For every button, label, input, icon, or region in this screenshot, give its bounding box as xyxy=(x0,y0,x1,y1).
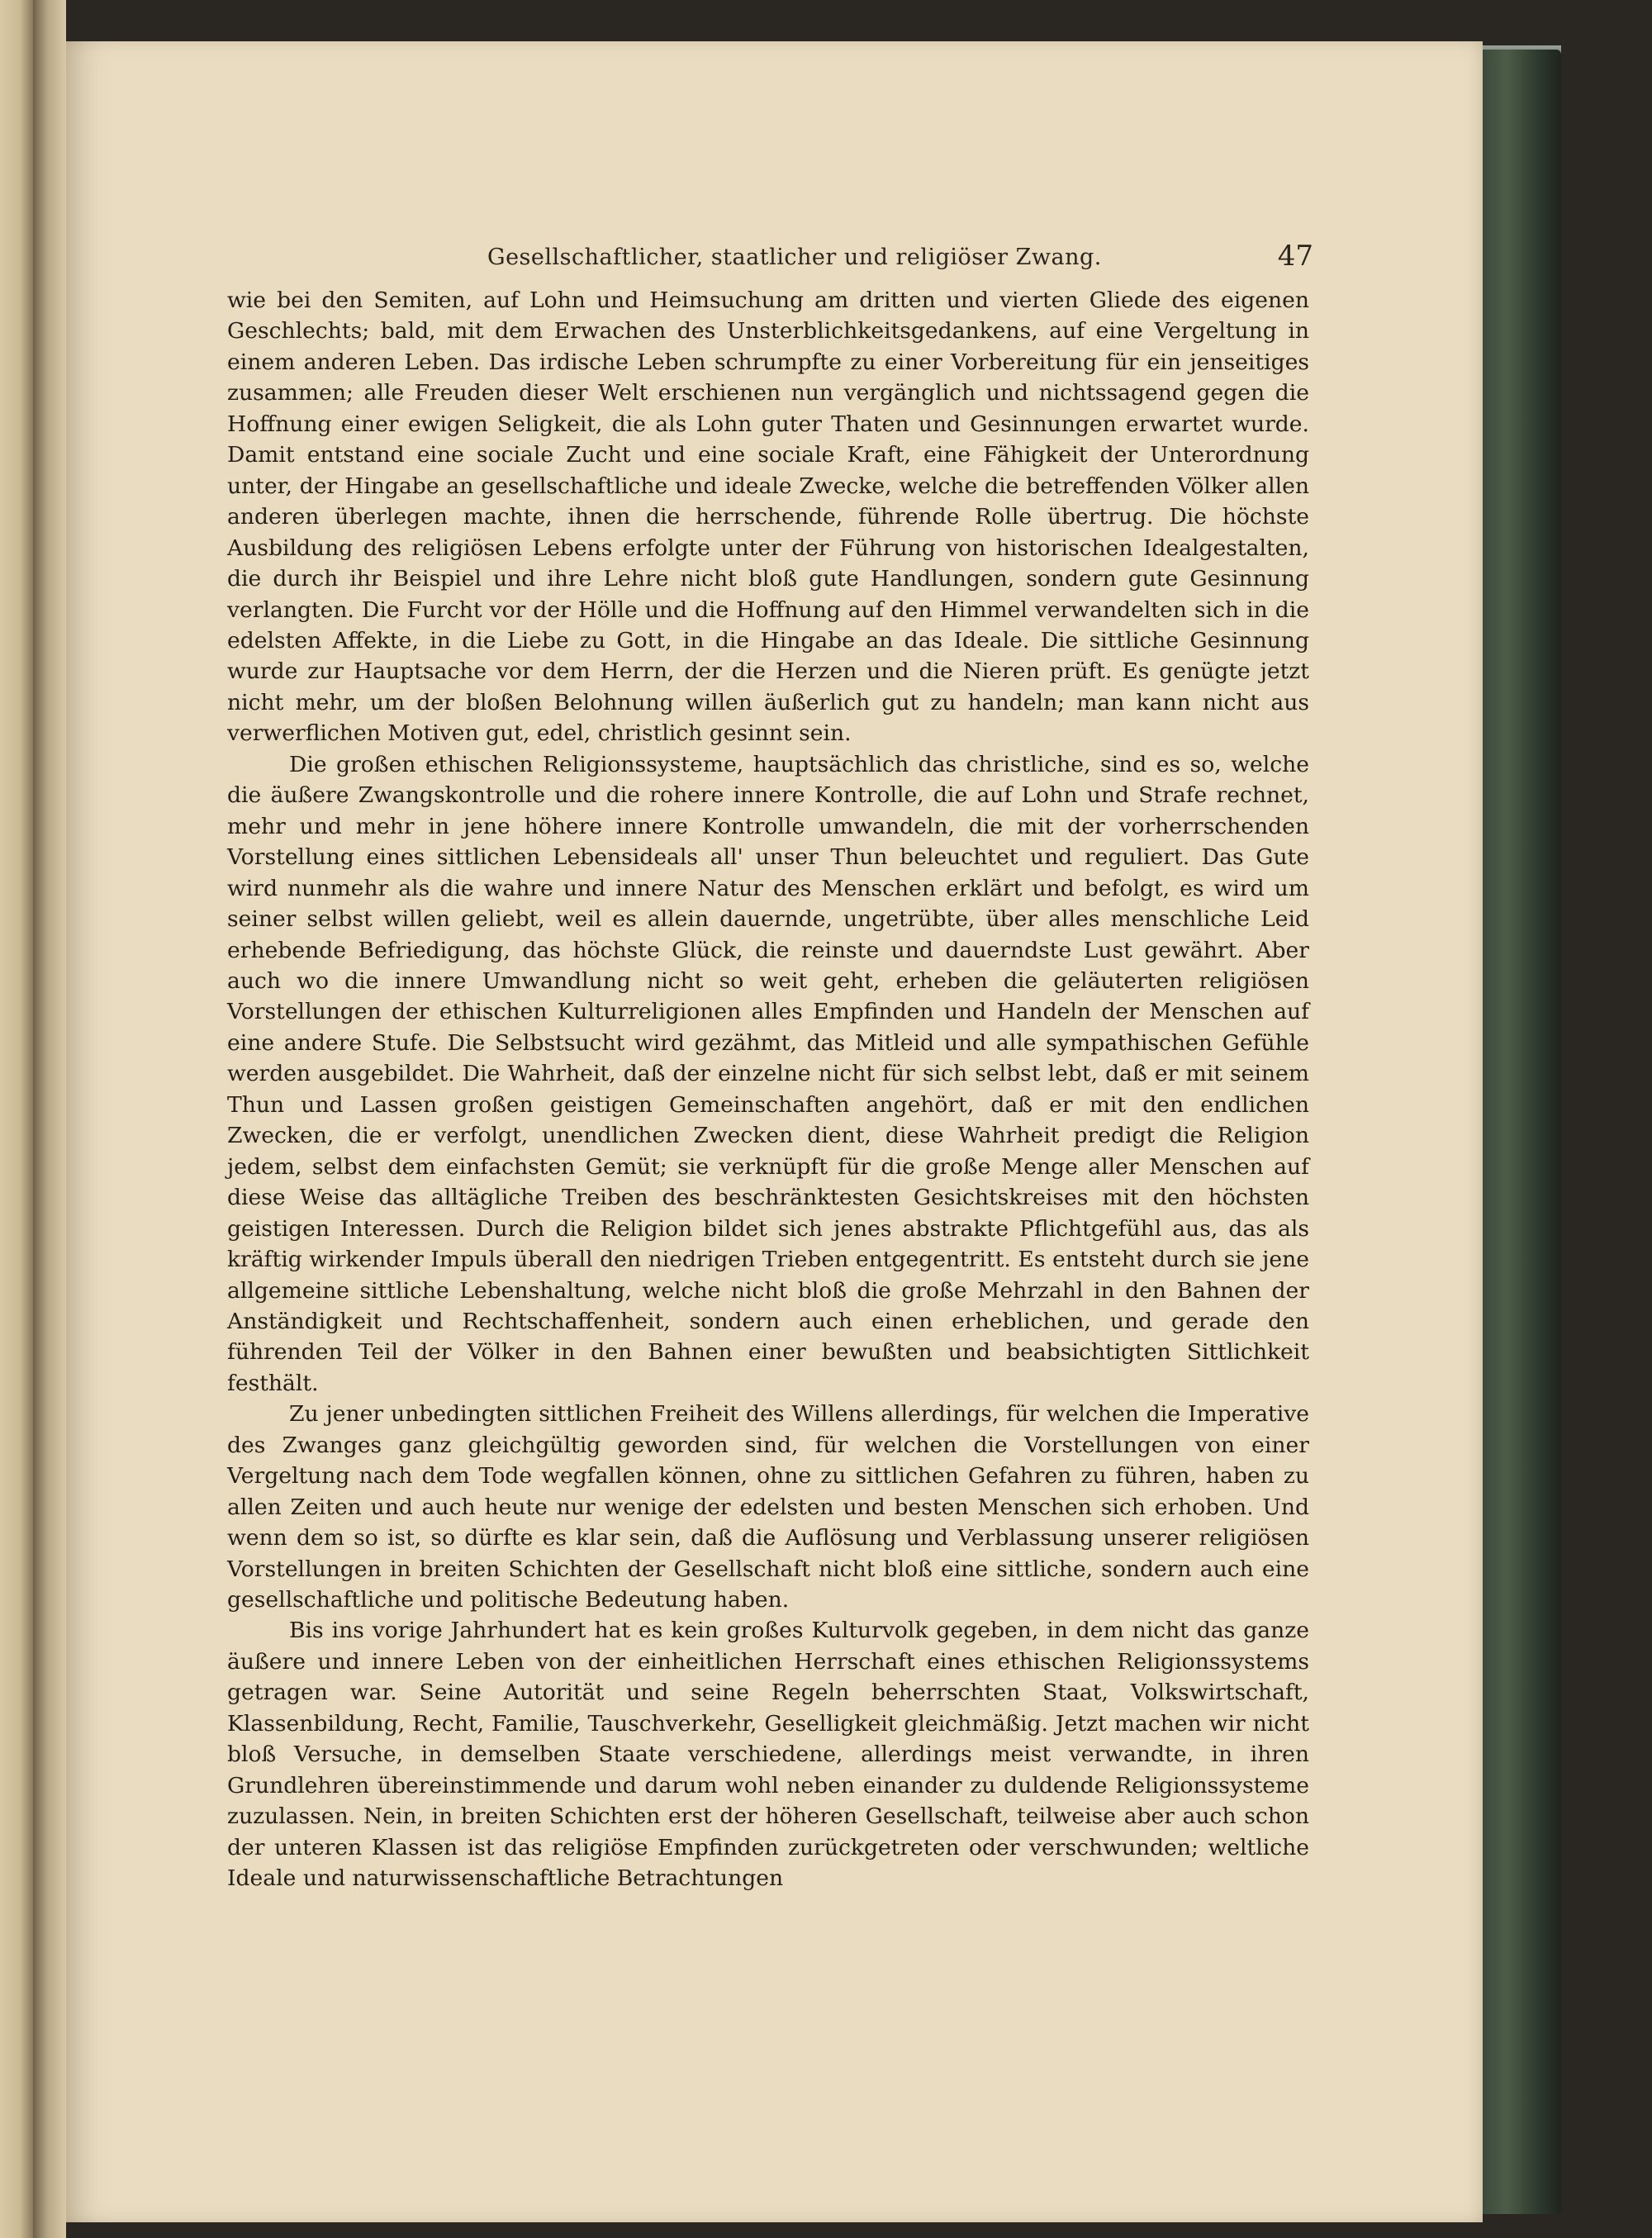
body-text xyxy=(227,285,1309,1894)
book-cover-edge xyxy=(1483,50,1561,2214)
paragraph-1: wie bei den Semiten, auf Lohn und Heimsuchung am dritten und vierten Gliede des eigenen Geschlechts; bald, mit dem Erwachen des Unsterblichkeitsgedankens, auf eine Vergeltung in einem anderen Leben. Das irdische Leben schrumpfte zu einer Vorbereitung für ein jenseitiges zusammen; alle Freuden dieser Welt erschienen nun vergänglich und nichtssagend gegen die Hoffnung einer ewigen Seligkeit, die als Lohn guter Thaten und Gesinnungen erwartet wurde. Damit entstand eine sociale Zucht und eine sociale Kraft, eine Fähigkeit der Unterordnung unter, der Hingabe an gesellschaftliche und ideale Zwecke, welche die betreffenden Völker allen anderen überlegen machte, ihnen die herrschende, führende Rolle übertrug. Die höchste Ausbildung des religiösen Lebens erfolgte unter der Führung von historischen Idealgestalten, die durch ihr Beispiel und ihre Lehre nicht bloß gute Handlungen, sondern gute Gesinnung verlangten. Die Furcht vor der Hölle und die Hoffnung auf den Himmel verwandelten sich in die edelsten Affekte, in die Liebe zu Gott, in die Hingabe an das Ideale. Die sittliche Gesinnung wurde zur Hauptsache vor dem Herrn, der die Herzen und die Nieren prüft. Es genügte jetzt nicht mehr, um der bloßen Belohnung willen äußerlich gut zu handeln; man kann nicht aus verwerflichen Motiven gut, edel, christlich gesinnt sein. xyxy=(227,287,1309,747)
running-title: Gesellschaftlicher, staatlicher und religiöser Zwang. xyxy=(487,245,1102,270)
facing-page-edge xyxy=(0,0,33,2238)
paragraph-3: Zu jener unbedingten sittlichen Freiheit des Willens allerdings, für welchen die Imperative des Zwanges ganz gleichgültig geworden sind, für welchen die Vorstellungen von einer Vergeltung nach dem Tode wegfallen können, ohne zu sittlichen Gefahren zu führen, haben zu allen Zeiten und auch heute nur wenige der edelsten und besten Menschen sich erhoben. Und wenn dem so ist, so dürfte es klar sein, daß die Auflösung und Verblassung unserer religiösen Vorstellungen in breiten Schichten der Gesellschaft nicht bloß eine sittliche, sondern auch eine gesellschaftliche und politische Bedeutung haben. xyxy=(227,1401,1309,1613)
paragraph-4: Bis ins vorige Jahrhundert hat es kein großes Kulturvolk gegeben, in dem nicht das ganze äußere und innere Leben von der einheitlichen Herrschaft eines ethischen Religionssystems getragen war. Seine Autorität und seine Regeln beherrschten Staat, Volkswirtschaft, Klassenbildung, Recht, Familie, Tauschverkehr, Geselligkeit gleichmäßig. Jetzt machen wir nicht bloß Versuche, in demselben Staate verschiedene, allerdings meist verwandte, in ihren Grundlehren übereinstimmende und darum wohl neben einander zu duldende Religionssysteme zuzulassen. Nein, in breiten Schichten erst der höheren Gesellschaft, teilweise aber auch schon der unteren Klassen ist das religiöse Empfinden zurückgetreten oder verschwunden; weltliche Ideale und naturwissenschaftliche Betrachtungen xyxy=(227,1618,1309,1892)
paragraph-2: Die großen ethischen Religionssysteme, hauptsächlich das christliche, sind es so, welche die äußere Zwangskontrolle und die rohere innere Kontrolle, die auf Lohn und Strafe rechnet, mehr und mehr in jene höhere innere Kontrolle umwandeln, die mit der vorherrschenden Vorstellung eines sittlichen Lebensideals all' unser Thun beleuchtet und reguliert. Das Gute wird nunmehr als die wahre und innere Natur des Menschen erklärt und befolgt, es wird um seiner selbst willen geliebt, weil es allein dauernde, ungetrübte, über alles menschliche Leid erhebende Befriedigung, das höchste Glück, die reinste und dauerndste Lust gewährt. Aber auch wo die innere Umwandlung nicht so weit geht, erheben die geläuterten religiösen Vorstellungen der ethischen Kulturreligionen alles Empfinden und Handeln der Menschen auf eine andere Stufe. Die Selbstsucht wird gezähmt, das Mitleid und alle sympathischen Gefühle werden ausgebildet. Die Wahrheit, daß der einzelne nicht für sich selbst lebt, daß er mit seinem Thun und Lassen großen geistigen Gemeinschaften angehört, daß er mit den endlichen Zwecken, die er verfolgt, unendlichen Zwecken dient, diese Wahrheit predigt die Religion jedem, selbst dem einfachsten Gemüt; sie verknüpft für die große Menge aller Menschen auf diese Weise das alltägliche Treiben des beschränktesten Gesichtskreises mit den höchsten geistigen Interessen. Durch die Religion bildet sich jenes abstrakte Pflichtgefühl aus, das als kräftig wirkender Impuls überall den niedrigen Trieben entgegentritt. Es entsteht durch sie jene allgemeine sittliche Lebenshaltung, welche nicht bloß die große Mehrzahl in den Bahnen der Anständigkeit und Rechtschaffenheit, sondern auch einen erheblichen, und gerade den führenden Teil der Völker in den Bahnen einer bewußten und beabsichtigten Sittlichkeit festhält. xyxy=(227,751,1309,1396)
page-number: 47 xyxy=(1277,240,1313,273)
page-header xyxy=(149,240,1379,281)
book-gutter xyxy=(33,0,66,2238)
